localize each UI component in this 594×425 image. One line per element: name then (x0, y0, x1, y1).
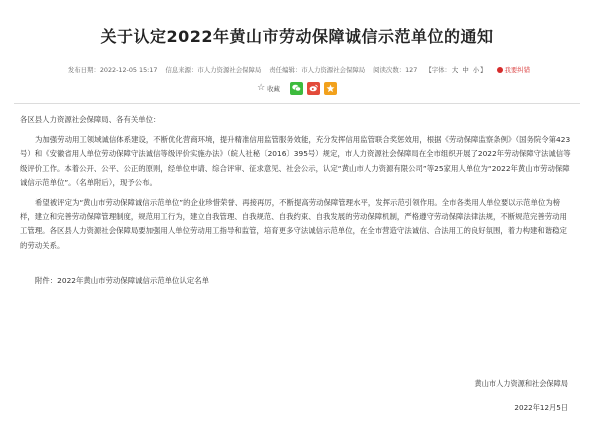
article-actions (14, 80, 580, 96)
qzone-share-button[interactable] (324, 82, 337, 95)
paragraph-1: 为加强劳动用工领域诚信体系建设，不断优化营商环境，提升精准信用监管服务效能，充分发挥信用监管联合奖惩效用，根据《劳动保障监察条例》（国务院令第423号）和《安徽省用人单位劳动保障守法诚信等级评价实施办法》（皖人社秘〔2016〕395号）规定，市人力资源社会保障局在全市组织开展了2022年劳动保障守法诚信等级评价工作。本着公开、公平、公正的原则，经单位申请、综合评审、征求意见、社会公示，认定“黄山市人力资源有限公司”等25家用人单位为“2022年黄山市劳动保障诚信示范单位”。（名单附后），现予公布。 (20, 135, 571, 187)
font-size-large-link[interactable]: 大 (451, 65, 459, 74)
font-size-control (425, 65, 486, 74)
font-size-medium-link[interactable]: 中 (462, 65, 469, 74)
weibo-icon (309, 84, 318, 92)
report-error-label: 我要纠错 (504, 65, 531, 74)
font-size-label: 【字体： (425, 65, 451, 74)
star-icon: ☆ (257, 82, 266, 93)
weibo-share-button[interactable] (307, 82, 320, 95)
responsible-editor: 责任编辑：市人力资源社会保障局 (269, 65, 366, 74)
paragraph-2: 希望被评定为“黄山市劳动保障诚信示范单位”的企业珍惜荣誉、再接再厉，不断提高劳动保障管理水平，发挥示范引领作用。全市各类用人单位要以示范单位为榜样，建立和完善劳动保障管理制度，规范用工行为，建立自我管理、自我规范、自我约束、自我发展的劳动保障机制，严格遵守劳动保障法律法规，不断规范完善劳动用工管理。各区县人力资源社会保障局要加强用人单位劳动用工指导和监管，培育更多守法诚信示范单位，在全市营造守法诚信、合法用工的良好氛围，着力构建和谐稳定的劳动关系。 (20, 198, 567, 250)
signature-date: 2022年12月5日 (514, 403, 568, 412)
wechat-icon (292, 84, 301, 92)
font-size-end: 】 (480, 65, 487, 74)
info-source: 信息来源：市人力资源社会保障局 (165, 65, 262, 74)
favorite-button[interactable] (257, 84, 280, 93)
article-meta (14, 64, 580, 74)
font-size-small-link[interactable]: 小 (472, 65, 480, 74)
publish-date: 发布日期：2022-12-05 15:17 (67, 65, 158, 74)
read-count: 阅读次数：127 (373, 65, 418, 74)
report-error-link[interactable] (497, 65, 531, 74)
header-divider (14, 103, 580, 104)
qzone-icon (326, 84, 335, 93)
salutation: 各区县人力资源社会保障局、各有关单位： (20, 115, 161, 124)
attachment-link[interactable]: 附件：2022年黄山市劳动保障诚信示范单位认定名单 (35, 275, 210, 285)
signature-org: 黄山市人力资源和社会保障局 (474, 379, 568, 388)
wechat-share-button[interactable] (290, 82, 303, 95)
report-icon (497, 67, 503, 73)
page-title: 关于认定2022年黄山市劳动保障诚信示范单位的通知 (100, 27, 494, 46)
favorite-label: 收藏 (267, 84, 280, 93)
article-body (14, 113, 580, 288)
